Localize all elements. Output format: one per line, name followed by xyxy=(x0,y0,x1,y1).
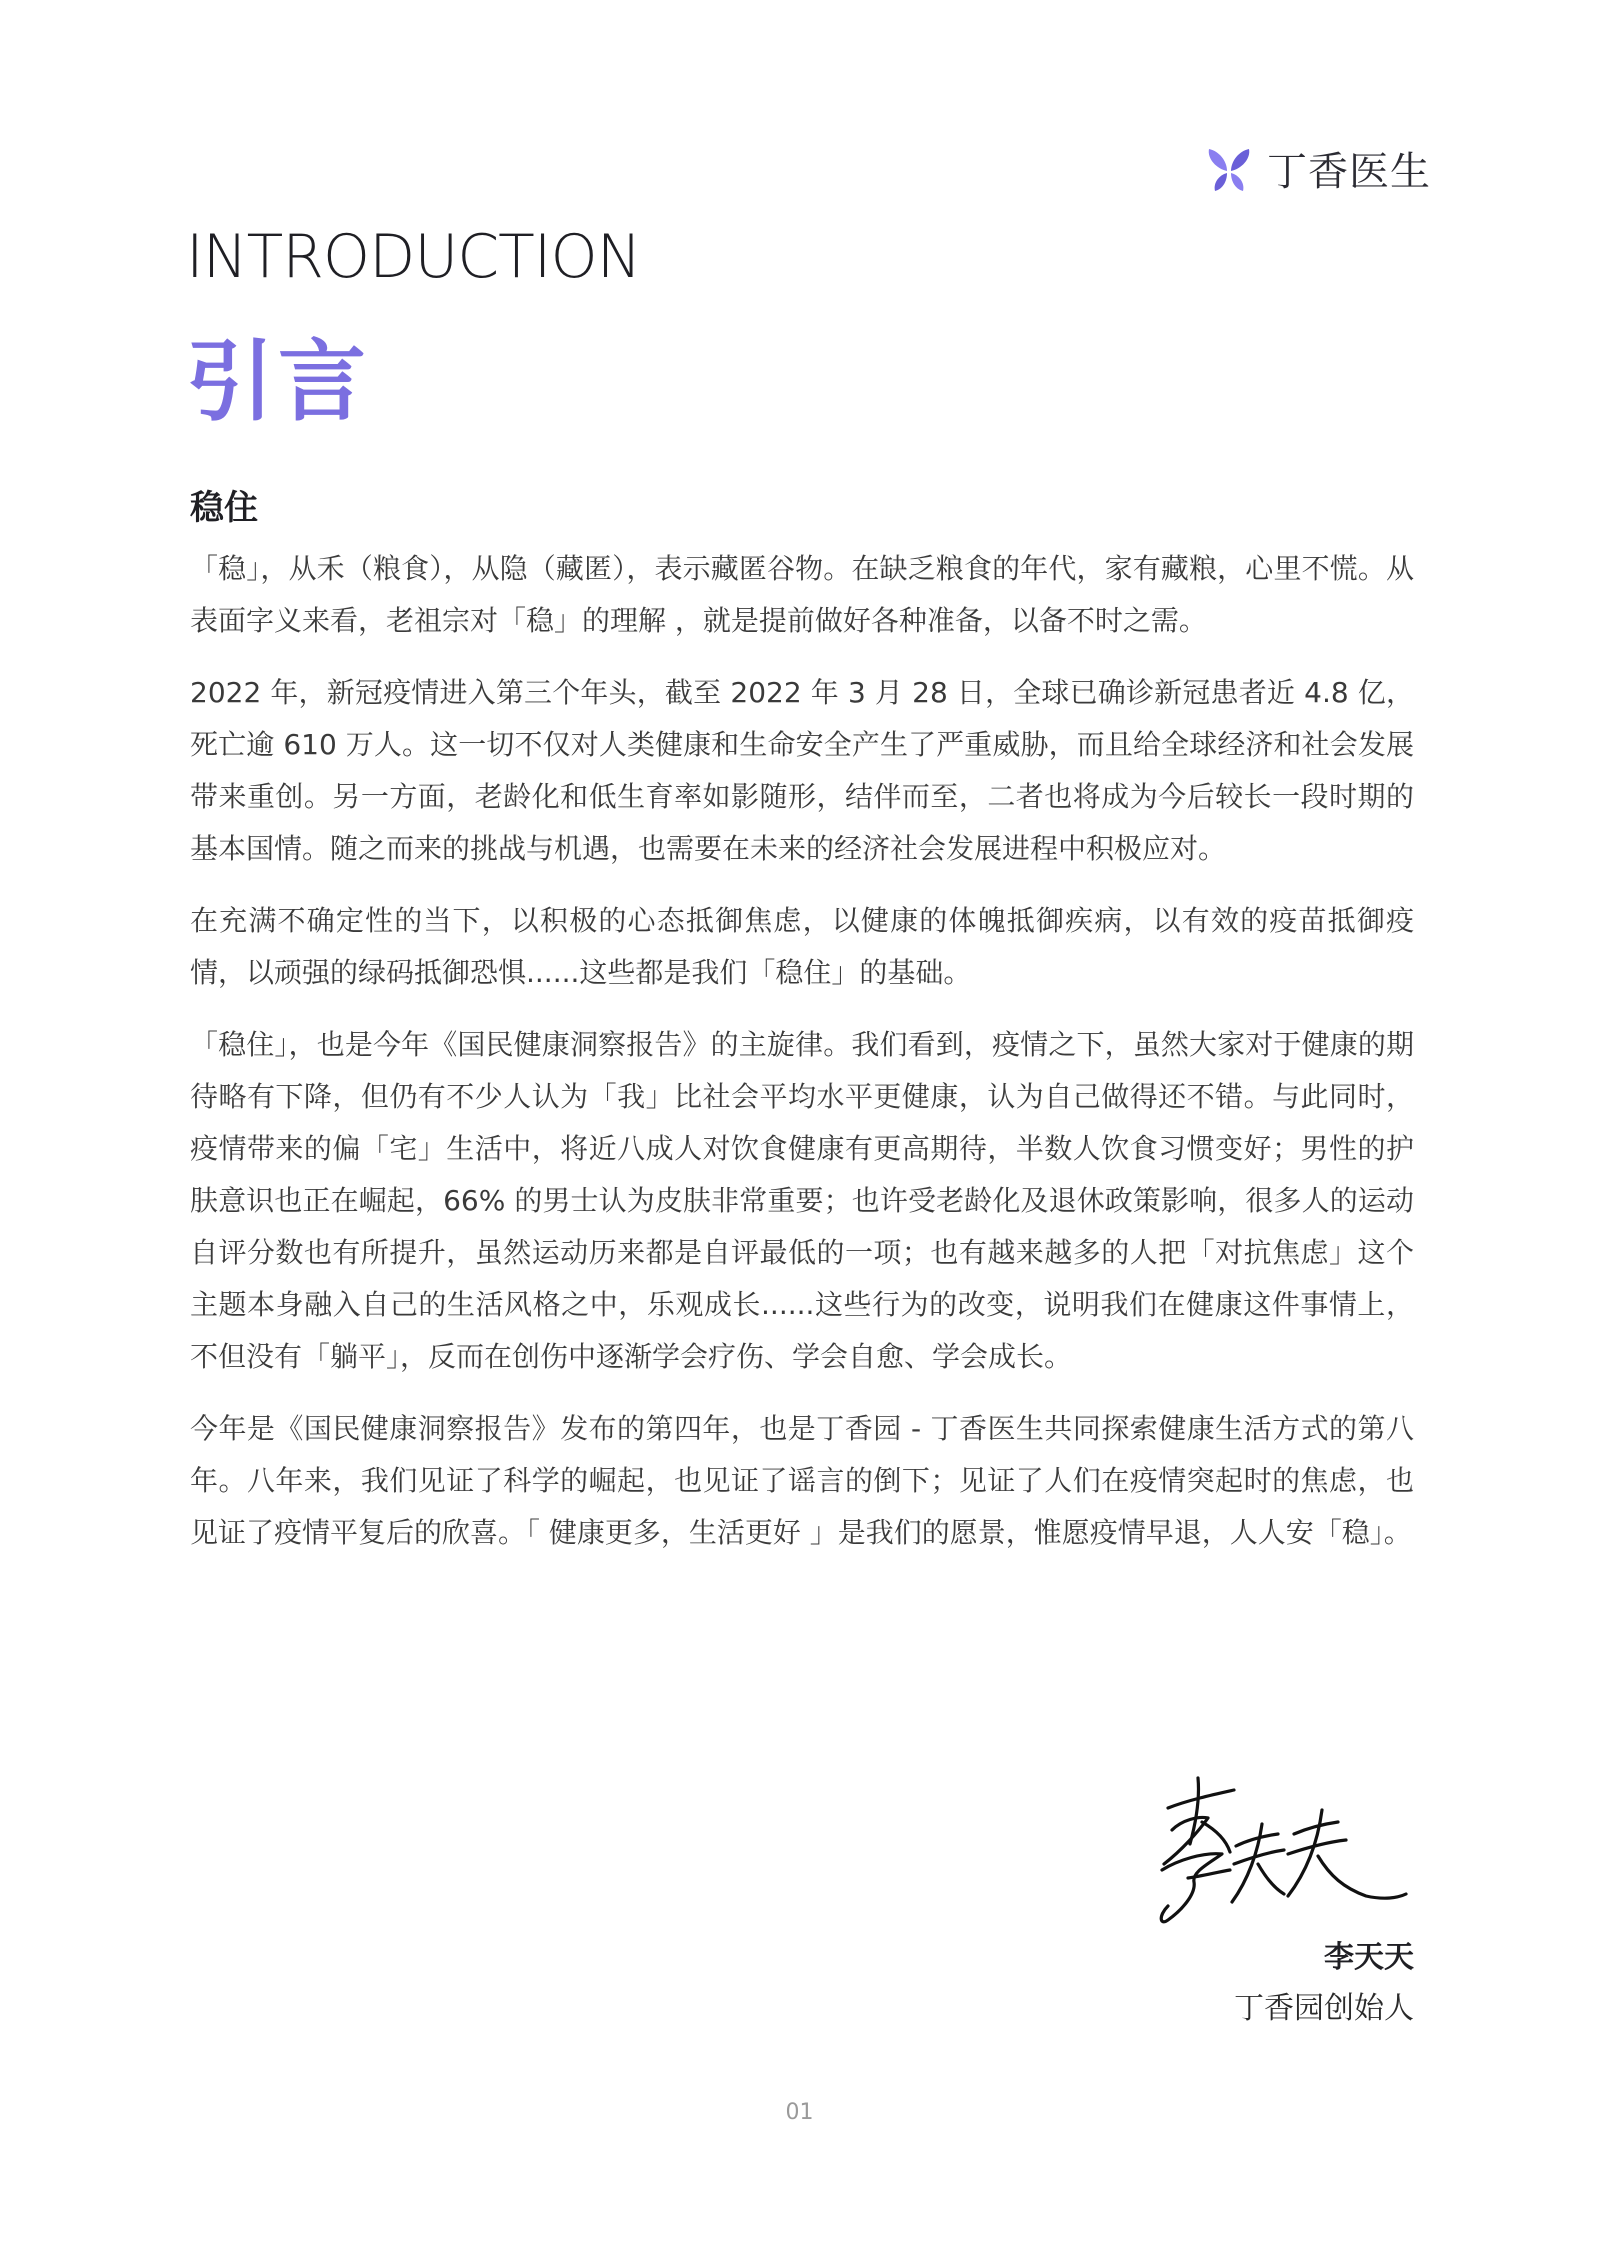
author-name: 李天天 xyxy=(1324,1940,1414,1975)
article-body xyxy=(190,480,1414,1579)
paragraph-4: 「稳住」，也是今年《国民健康洞察报告》的主旋律。我们看到，疫情之下，虽然大家对于健康的期待略有下降，但仍有不少人认为「我」比社会平均水平更健康，认为自己做得还不错。与此同时，疫情带来的偏「宅」生活中，将近八成人对饮食健康有更高期待，半数人饮食习惯变好；男性的护肤意识也正在崛起，66% 的男士认为皮肤非常重要；也许受老龄化及退休政策影响，很多人的运动自评分数也有所提升，虽然运动历来都是自评最低的一项；也有越来越多的人把「对抗焦虑」这个主题本身融入自己的生活风格之中，乐观成长......这些行为的改变，说明我们在健康这件事情上，不但没有「躺平」，反而在创伤中逐渐学会疗伤、学会自愈、学会成长。 xyxy=(190,1028,1414,1373)
brand-logo xyxy=(1203,140,1431,197)
brand-name: 丁香医生 xyxy=(1267,149,1431,195)
paragraph-1: 「稳」，从禾（粮食），从隐（藏匿），表示藏匿谷物。在缺乏粮食的年代，家有藏粮，心里不慌。从表面字义来看，老祖宗对「稳」的理解 ，就是提前做好各种准备，以备不时之需。 xyxy=(190,552,1414,637)
heading-chinese: 引言 xyxy=(186,330,371,433)
paragraph-2: 2022 年，新冠疫情进入第三个年头，截至 2022 年 3 月 28 日，全球已确诊新冠患者近 4.8 亿，死亡逾 610 万人。这一切不仅对人类健康和生命安全产生了严重威胁，而且给全球经济和社会发展带来重创。另一方面，老龄化和低生育率如影随形，结伴而至，二者也将成为今后较长一段时期的基本国情。随之而来的挑战与机遇，也需要在未来的经济社会发展进程中积极应对。 xyxy=(190,676,1414,865)
handwritten-signature xyxy=(1138,1760,1408,1930)
butterfly-icon xyxy=(1203,143,1255,195)
heading-english: INTRODUCTION xyxy=(186,222,641,292)
paragraph-5: 今年是《国民健康洞察报告》发布的第四年，也是丁香园 - 丁香医生共同探索健康生活方式的第八年。八年来，我们见证了科学的崛起，也见证了谣言的倒下；见证了人们在疫情突起时的焦虑，也见证了疫情平复后的欣喜。「 健康更多，生活更好 」是我们的愿景，惟愿疫情早退，人人安「稳」。 xyxy=(190,1412,1414,1549)
author-role: 丁香园创始人 xyxy=(1234,1991,1414,2026)
paragraph-3: 在充满不确定性的当下，以积极的心态抵御焦虑，以健康的体魄抵御疾病，以有效的疫苗抵御疫情，以顽强的绿码抵御恐惧......这些都是我们「稳住」的基础。 xyxy=(190,904,1414,989)
section-title: 稳住 xyxy=(190,488,258,528)
page-number: 01 xyxy=(785,2100,814,2125)
